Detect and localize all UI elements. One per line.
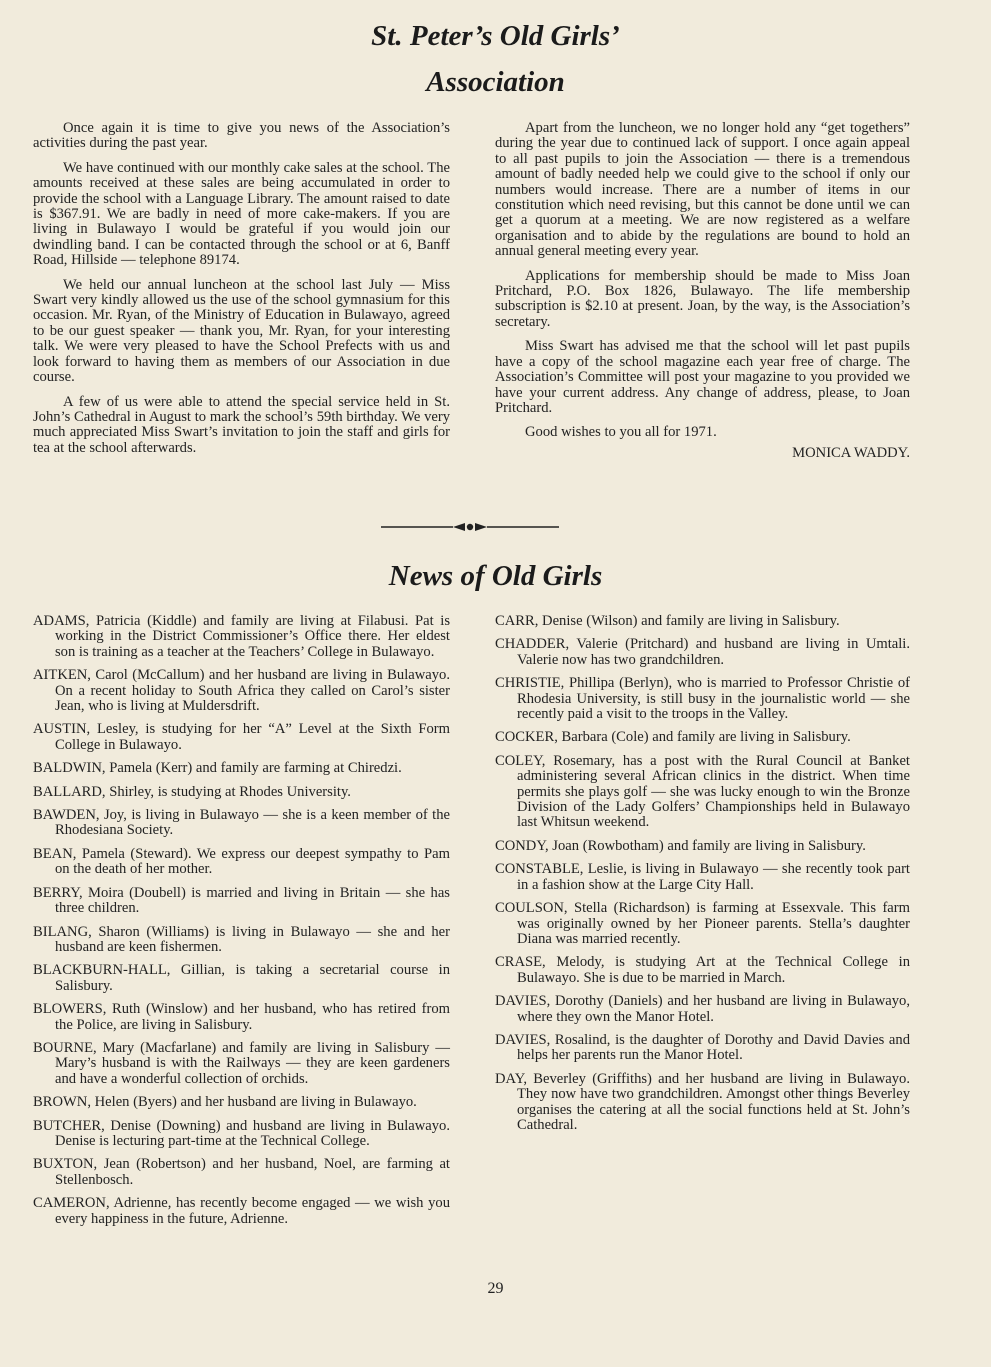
news-column-right bbox=[495, 614, 910, 1141]
signature: MONICA WADDY. bbox=[792, 444, 910, 461]
paragraph: Once again it is time to give you news of the Association’s activities during the past year. bbox=[33, 120, 450, 152]
news-entry: CARR, Denise (Wilson) and family are living in Salisbury. bbox=[495, 613, 840, 629]
news-entry: BEAN, Pamela (Steward). We express our deepest sympathy to Pam on the death of her mother. bbox=[33, 845, 450, 878]
news-entry: DAVIES, Dorothy (Daniels) and her husband are living in Bulawayo, where they own the Manor Hotel. bbox=[495, 993, 910, 1025]
news-entry: CHRISTIE, Phillipa (Berlyn), who is married to Professor Christie of Rhodesia University, is still busy in the journalistic world — she recently paid a visit to the troops in the Valley. bbox=[495, 675, 910, 723]
news-entry: BLOWERS, Ruth (Winslow) and her husband, who has retired from the Police, are living in Salisbury. bbox=[33, 1001, 450, 1033]
news-entry: BERRY, Moira (Doubell) is married and living in Britain — she has three children. bbox=[33, 884, 450, 917]
page-number: 29 bbox=[487, 1280, 504, 1297]
association-column-left bbox=[33, 121, 450, 465]
paragraph: Miss Swart has advised me that the school will let past pupils have a copy of the school magazine each year free of charge. The Association’s Committee will post your magazine to you provided we have your current address. Any change of address, please, to Joan Pritchard. bbox=[495, 338, 910, 416]
page-title: St. Peter’s Old Girls’ bbox=[371, 20, 620, 52]
news-entry: CHADDER, Valerie (Pritchard) and husband are living in Umtali. Valerie now has two grandchildren. bbox=[495, 636, 910, 668]
news-entry: ADAMS, Patricia (Kiddle) and family are living at Filabusi. Pat is working in the District Commissioner’s Office there. Her eldest son is training as a teacher at the Teachers’ College in Bulawayo. bbox=[33, 613, 450, 660]
news-section-title: News of Old Girls bbox=[388, 560, 603, 592]
news-entry: BUXTON, Jean (Robertson) and her husband, Noel, are farming at Stellenbosch. bbox=[33, 1156, 450, 1188]
page-title-line-2: Association bbox=[426, 66, 565, 98]
news-column-left bbox=[33, 614, 450, 1235]
news-entry: AITKEN, Carol (McCallum) and her husband are living in Bulawayo. On a recent holiday to South Africa they called on Carol’s sister Jean, who is living at Muldersdrift. bbox=[33, 667, 450, 715]
news-entry: BAWDEN, Joy, is living in Bulawayo — she is a keen member of the Rhodesiana Society. bbox=[33, 807, 450, 839]
news-entry: CONSTABLE, Leslie, is living in Bulawayo — she recently took part in a fashion show at the Large City Hall. bbox=[495, 861, 910, 893]
paragraph: Applications for membership should be made to Miss Joan Pritchard, P.O. Box 1826, Bulawayo. The life membership subscription is $2.10 at present. Joan, by the way, is the Association’s secretary. bbox=[495, 267, 910, 330]
paragraph: A few of us were able to attend the special service held in St. John’s Cathedral in August to mark the school’s 59th birthday. We very much appreciated Miss Swart’s invitation to join the staff and girls for tea at the school afterwards. bbox=[33, 393, 450, 456]
paragraph: Good wishes to you all for 1971. bbox=[525, 424, 717, 441]
news-entry: BUTCHER, Denise (Downing) and husband are living in Bulawayo. Denise is lecturing part-time at the Technical College. bbox=[33, 1117, 450, 1149]
news-entry: DAY, Beverley (Griffiths) and her husband are living in Bulawayo. They now have two grandchildren. Amongst other things Beverley organises the catering at all the social functions held at St. John’s Cathedral. bbox=[495, 1070, 910, 1133]
news-entry: CRASE, Melody, is studying Art at the Technical College in Bulawayo. She is due to be married in March. bbox=[495, 954, 910, 986]
news-entry: CONDY, Joan (Rowbotham) and family are living in Salisbury. bbox=[495, 837, 866, 854]
news-entry: BILANG, Sharon (Williams) is living in Bulawayo — she and her husband are keen fishermen. bbox=[33, 923, 450, 955]
news-entry: COCKER, Barbara (Cole) and family are living in Salisbury. bbox=[495, 729, 851, 746]
news-entry: AUSTIN, Lesley, is studying for her “A” Level at the Sixth Form College in Bulawayo. bbox=[33, 721, 450, 753]
section-divider bbox=[381, 521, 559, 533]
news-entry: BALLARD, Shirley, is studying at Rhodes University. bbox=[33, 783, 351, 800]
paragraph: Apart from the luncheon, we no longer hold any “get togethers” during the year due to continued lack of support. I once again appeal to all past pupils to join the Association — there is a tremendous amount of badly needed help we could give to the school if only our numbers would increase. There are a number of items in our constitution which need revising, but this cannot be done until we can get a quorum at a meeting. We are now registered as a welfare organisation and to abide by the regulations are bound to hold an annual general meeting every year. bbox=[495, 120, 910, 260]
news-entry: BALDWIN, Pamela (Kerr) and family are farming at Chiredzi. bbox=[33, 760, 402, 777]
paragraph: We held our annual luncheon at the school last July — Miss Swart very kindly allowed us the use of the school gymnasium for this occasion. Mr. Ryan, of the Ministry of Education in Bulawayo, agreed to be our guest speaker — thank you, Mr. Ryan, for your interesting talk. We were very pleased to have the School Prefects with us and look forward to having them as members of our Association in due course. bbox=[33, 276, 450, 386]
news-entry: DAVIES, Rosalind, is the daughter of Dorothy and David Davies and helps her parents run the Manor Hotel. bbox=[495, 1031, 910, 1064]
news-entry: BROWN, Helen (Byers) and her husband are living in Bulawayo. bbox=[33, 1094, 417, 1111]
paragraph: We have continued with our monthly cake sales at the school. The amounts received at these sales are being accumulated in order to provide the school with a Language Library. The amount raised to date is $367.91. We are badly in need of more cake-makers. If you are living in Bulawayo I would be grateful if you would join our dwindling band. I can be contacted through the school or at 6, Banff Road, Hillside — telephone 89174. bbox=[33, 159, 450, 269]
news-entry: COLEY, Rosemary, has a post with the Rural Council at Banket administering several African clinics in the district. When time permits she plays golf — she was lucky enough to win the Bronze Division of the Lady Golfers’ Championships held in Bulawayo last Whitsun weekend. bbox=[495, 752, 910, 831]
news-entry: CAMERON, Adrienne, has recently become engaged — we wish you every happiness in the future, Adrienne. bbox=[33, 1195, 450, 1227]
association-column-right bbox=[495, 121, 910, 470]
news-entry: BOURNE, Mary (Macfarlane) and family are living in Salisbury — Mary’s husband is with the Railways — they are keen gardeners and have a wonderful collection of orchids. bbox=[33, 1039, 450, 1087]
news-entry: BLACKBURN-HALL, Gillian, is taking a secretarial course in Salisbury. bbox=[33, 962, 450, 994]
news-entry: COULSON, Stella (Richardson) is farming at Essexvale. This farm was originally owned by her Pioneer parents. Stella’s daughter Diana was married recently. bbox=[495, 900, 910, 947]
